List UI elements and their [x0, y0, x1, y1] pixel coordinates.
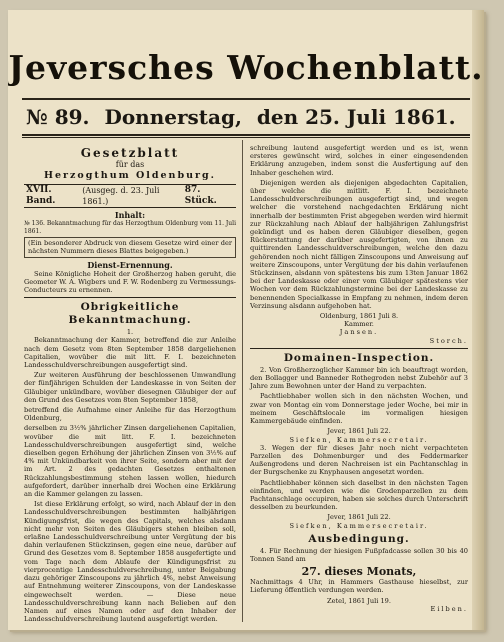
masthead-title: Jeversches Wochenblatt.: [8, 48, 484, 87]
domaenen-heading: Domainen-Inspection.: [283, 351, 435, 364]
ausbedingung-heading: Ausbedingung.: [308, 532, 410, 545]
notice-1-para-3: betreffend die Aufnahme einer Anleihe für das Herzogthum Oldenburg,: [24, 406, 236, 423]
notice-4-followup: Nachmittags 4 Uhr, in Hammers Gasthause hieselbst, zur Lieferung öffentlich verdungen werden.: [250, 578, 468, 595]
office-name: Kammer.: [344, 320, 374, 329]
issue-weekday: Donnerstag,: [104, 105, 242, 129]
notice-1-intro: Bekanntmachung der Kammer, betreffend die zur Anleihe nach dem Gesetz vom 8ten September 1858 dargeliehenen Capitalien, wovüber die mit litt. F. I. bezeichneten Landesschuldverschreibungen ausgefertigt sind.: [24, 336, 236, 370]
separator: [24, 297, 236, 298]
notice-4-signature: Eilben.: [430, 604, 468, 613]
signature-storch: Storch.: [429, 336, 468, 345]
right-column: [250, 144, 468, 613]
notice-2-text: 2. Von Großherzoglicher Kammer bin ich beauftragt worden, den Bollagger und Banneder Rothegroden nebst Zubehör auf 3 Jahre zum Bewohnen unter der Hand zu verpachten.: [250, 365, 468, 391]
notice-3-followup: Pachtliebhaber können sich daselbst in den nächsten Tagen einfinden, und werden wie die Grodenparzellen zu dem Pachtanschlage occupiren, haben sie solches durch Unterschrift desselben zu beurkunden.: [250, 478, 468, 512]
left-column: [24, 144, 236, 625]
boxed-notice: (Ein besonderer Abdruck von diesem Gesetze wird einer der nächsten Nummern dieses Blattes beigegeben.): [24, 237, 236, 257]
notice-3-signature: Siefken, Kammersecretair.: [289, 521, 429, 530]
dienst-text: Seine Königliche Hoheit der Großherzog haben geruht, die Geometer W. A. Wigbers und F. W. Rodenberg zu Vermessungs-Conducteurs zu ernennen.: [24, 269, 236, 294]
page-edge: [472, 10, 484, 630]
notice-3-text: 3. Wegen der für dieses Jahr noch nicht verpachteten Parzellen des Dohmenburger und des Feddermarker Außengrodens und deren Nachreisen ist ein Pachtanschlag in der Burgschenke zu Knyphausen angesetzt worden.: [250, 443, 468, 477]
notice-number-1: 1.: [126, 328, 134, 337]
top-rule: [22, 98, 470, 100]
gesetzblatt-for: für das: [115, 160, 145, 169]
column-divider: [242, 140, 243, 622]
notice-1-para-4: derselben zu 3½% jährlicher Zinsen dargeliehenen Capitalien, wovüber die mit litt. F. I. bezeichneten Landesschuldverschreibungen ausgefertigt sind, welche dieselben gegen Erhöhung der jährlichen Zinsen von 3½% auf 4% mit Unkündbarkeit von ihrer Seite, sondern aber mit der im Art. 2 des gedachten Gesetzes enthaltenen Rückzahlungsbestimmung stehen lassen wollen, hiedurch aufgefordert, darüber innerhalb drei Wochen eine Erklärung an die Kammer gelangen zu lassen.: [24, 424, 236, 499]
notice-2-followup: Pachtliebhaber wollen sich in den nächsten Wochen, und zwar von Montag ein vom Donnerstage jeder Woche, bei mir in meinem Geschäftslocale im vormaligen hiesigen Kammergebäude einfinden.: [250, 392, 468, 426]
notice-1-para-7: Diejenigen werden als diejenigen abgedachten Capitalien, über welche die mitlitt. F. I. bezeichnete Landesschuldverschreibungen ausgefertigt sind, und wegen welcher die vorstehend nachgedachten Erklärung nicht innerhalb der bestimmten Frist abgegeben werden wird hiermit zur Rückzahlung nach Ablauf der halbjährigen Zahlungsfrist gekündigt und es haben deren Gläubiger dieselben, gegen Rückerstattung der darüber ausgefertigten, von ihnen zu quittirenden Landesschuldverschreibungen, welche den dazu gehörenden noch nicht fälligen Zinscoupons und Anweisung auf weitere Zinscoupons, unter Vergütung der bis dahin verlaufenen Stückzinsen, alsdann von spätestens bis zum 13ten Januar 1862 bei der Landeskasse oder einer vom Gläubiger spätestens vier Wochen vor dem Rückzahlungstermine bei der Landeskasse zu benennenden Specialkasse in Empfang zu nehmen, indem deren Verzinsung alsdann aufgehoben hat.: [250, 178, 468, 310]
band-label: XVII. Band.: [26, 185, 56, 206]
notice-2-place-date: Jever, 1861 Juli 22.: [327, 427, 391, 436]
issue-number: № 89.: [26, 105, 90, 129]
ausgeg-label: (Ausgeg. d. 23. Juli 1861.): [82, 186, 160, 206]
gesetzblatt-title: Gesetzblatt: [80, 146, 180, 160]
notice-4-date: 27. dieses Monats,: [301, 565, 417, 579]
header-rule-thin: [22, 137, 470, 138]
notice-1-para-6: schreibung lautend ausgefertigt werden und es ist, wenn ersteres gewünscht wird, solches in einer eingesendenden Erklärung anzugeben, indem sonst die Ausfertigung auf den Inhaber geschehen wird.: [250, 144, 468, 177]
stueck-label: 87. Stück.: [184, 185, 217, 206]
signature-jansen: Jansen.: [339, 328, 379, 337]
inhalt-text: № 136. Bekanntmachung für das Herzogthum Oldenburg vom 11. Juli 1861.: [24, 220, 236, 235]
inhalt-label: Inhalt:: [114, 210, 146, 220]
separator: [250, 348, 468, 349]
obrig-heading: Obrigkeitliche Bekanntmachung.: [68, 301, 192, 327]
header-rule: [22, 134, 470, 136]
place-date: Oldenburg, 1861 Juli 8.: [319, 312, 399, 321]
notice-4-text: 4. Für Rechnung der hiesigen Fußpfadcasse sollen 30 bis 40 Tonnen Sand am: [250, 546, 468, 563]
dienst-heading: Dienst-Ernennung.: [87, 259, 173, 270]
gesetzblatt-region: Herzogthum Oldenburg.: [44, 170, 216, 181]
band-bar: [24, 184, 236, 208]
notice-4-place-date: Zetel, 1861 Juli 19.: [327, 596, 391, 605]
notice-2-signature: Siefken, Kammersecretair.: [289, 435, 429, 444]
newspaper-page: [8, 10, 484, 630]
notice-1-para-5: Ist diese Erklärung erfolgt, so wird, nach Ablauf der in den Landesschuldverschreibungen bestimmten halbjährigen Kündigungsfrist, die wegen des Capitals, welches alsdann nicht mehr von Seiten des Gläubigers stehen bleiben soll, erlaßne Landesschuldverschreibung unter Vergütung der bis dahin verlaufenen Stückzinsen, gegen eine neue, darüber auf Grund des Gesetzes vom 8. September 1858 ausgefertigte und vom Tage nach dem Ablaufe der Kündigungsfrist zu vierprocentige Landesschuldverschreibung, unter Beigabung dazu gehöriger Zinscoupons zu jährlich 4%, nebst Anweisung auf Entnehmung weiterer Zinscoupons, von der Landeskasse eingewechselt werden. — Diese neue Landesschuldverschreibung kann nach Belieben auf den Namen auf eines Namen oder auf den Inhaber der Landesschuldverschreibung lautend ausgefertigt werden.: [24, 500, 236, 624]
issue-line: [26, 104, 466, 130]
issue-date: den 25. Juli 1861.: [256, 105, 456, 129]
notice-3-place-date: Jever, 1861 Juli 22.: [327, 513, 391, 522]
notice-1-para-2: Zur weiteren Ausführung der beschlossenen Umwandlung der fünfjährigen Schulden der Landeskasse in von Seiten der Gläubiger unkündbare, wovüber diesegnen Gläubiger der auf den Grund des Gesetzes vom 8ten September 1858,: [24, 371, 236, 404]
